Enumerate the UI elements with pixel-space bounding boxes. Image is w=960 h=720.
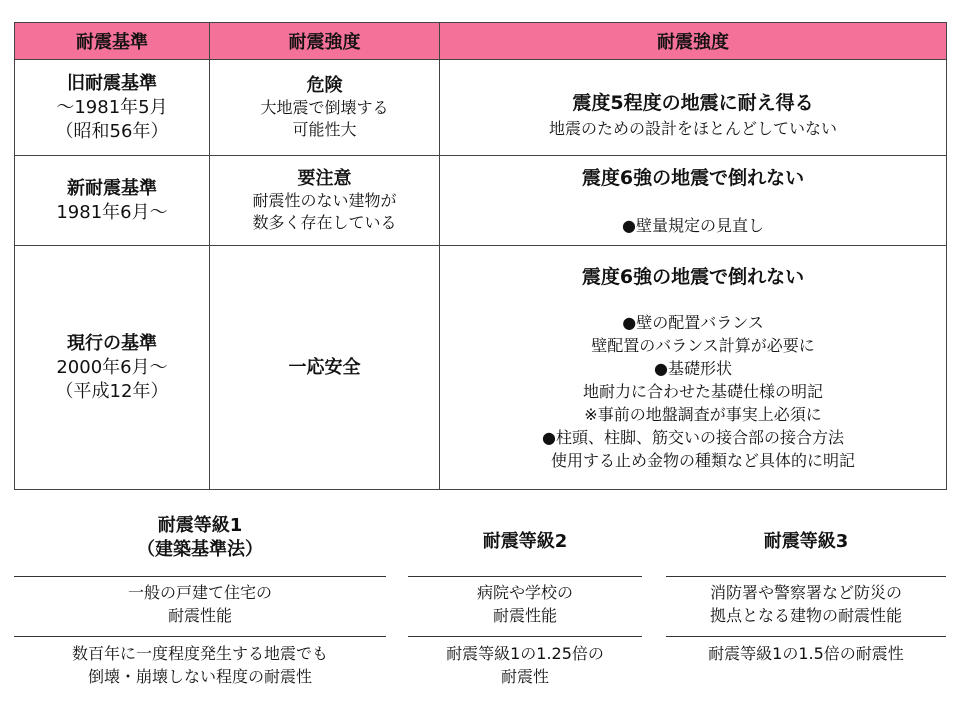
description-line: ※事前の地盤調査が事実上必須に — [584, 405, 822, 424]
description-title: 震度6強の地震で倒れない — [581, 266, 805, 288]
strength-note: 数多く存在している — [252, 212, 397, 232]
divider — [408, 636, 642, 637]
strength-title: 要注意 — [297, 167, 352, 189]
grade-title: 耐震等級3 — [763, 531, 849, 552]
strength-title: 一応安全 — [288, 356, 361, 378]
divider — [14, 576, 386, 577]
grade-level-line: 数百年に一度程度発生する地震でも — [71, 644, 328, 663]
era-cell — [15, 156, 210, 246]
seismic-standards-table — [14, 22, 947, 490]
era-period: ～1981年5月 — [56, 96, 168, 118]
divider — [408, 576, 642, 577]
era-cell — [15, 60, 210, 156]
description-line: ●柱頭、柱脚、筋交いの接合部の接合方法 — [542, 428, 844, 447]
table-row — [15, 246, 947, 490]
era-name: 新耐震基準 — [67, 177, 157, 199]
strength-note: 耐震性のない建物が — [252, 190, 397, 210]
grade-level — [666, 642, 946, 665]
table-row — [15, 60, 947, 156]
strength-title: 危険 — [306, 74, 343, 96]
description-line: 地耐力に合わせた基礎仕様の明記 — [582, 382, 823, 401]
grade-level-line: 耐震等級1の1.5倍の耐震性 — [708, 644, 904, 663]
grade-target-line: 消防署や警察署など防災の — [709, 583, 902, 602]
grade-target — [666, 581, 946, 627]
description-line: 壁配置のバランス計算が必要に — [591, 336, 815, 355]
seismic-grade-1 — [14, 512, 386, 712]
grade-target-line: 耐震性能 — [167, 606, 232, 625]
grade-target — [14, 581, 386, 627]
divider — [14, 636, 386, 637]
description-line: ●基礎形状 — [654, 359, 732, 378]
description-line: 地震のための設計をほとんどしていない — [548, 119, 837, 138]
grade-level — [14, 642, 386, 688]
grade-title: 耐震等級1 — [157, 515, 243, 536]
description-line: ●壁の配置バランス — [622, 313, 764, 332]
table-header-row — [15, 23, 947, 60]
strength-cell — [210, 60, 440, 156]
header-strength-detail: 耐震強度 — [440, 23, 947, 60]
grade-target-line: 耐震性能 — [492, 606, 557, 625]
grade-subtitle: （建築基準法） — [137, 539, 263, 560]
description-line: ●壁量規定の見直し — [622, 216, 764, 235]
era-period: （昭和56年） — [55, 120, 169, 142]
strength-cell — [210, 156, 440, 246]
grade-level — [408, 642, 642, 688]
description-cell — [440, 246, 947, 490]
description-title: 震度5程度の地震に耐え得る — [572, 92, 814, 114]
description-title: 震度6強の地震で倒れない — [581, 167, 805, 189]
header-strength: 耐震強度 — [210, 23, 440, 60]
era-period: 1981年6月～ — [56, 201, 168, 223]
description-cell — [440, 156, 947, 246]
grade-target — [408, 581, 642, 627]
grade-target-line: 一般の戸建て住宅の — [127, 583, 272, 602]
divider — [666, 576, 946, 577]
grade-target-line: 病院や学校の — [476, 583, 573, 602]
grade-level-line: 耐震性 — [500, 667, 549, 686]
grade-level-line: 倒壊・崩壊しない程度の耐震性 — [87, 667, 312, 686]
strength-note: 可能性大 — [292, 119, 357, 139]
strength-cell — [210, 246, 440, 490]
era-period: 2000年6月～ — [56, 356, 168, 378]
seismic-grade-2 — [408, 512, 642, 712]
era-period: （平成12年） — [55, 380, 169, 402]
header-standard: 耐震基準 — [15, 23, 210, 60]
strength-note: 大地震で倒壊する — [260, 97, 389, 117]
description-line: 使用する止め金物の種類など具体的に明記 — [550, 451, 855, 470]
seismic-grade-3 — [666, 512, 946, 712]
grade-target-line: 拠点となる建物の耐震性能 — [709, 606, 902, 625]
divider — [666, 636, 946, 637]
era-cell — [15, 246, 210, 490]
grade-title: 耐震等級2 — [482, 531, 568, 552]
table-row — [15, 156, 947, 246]
era-name: 旧耐震基準 — [67, 72, 157, 94]
era-name: 現行の基準 — [67, 332, 157, 354]
description-cell — [440, 60, 947, 156]
grade-level-line: 耐震等級1の1.25倍の — [446, 644, 604, 663]
